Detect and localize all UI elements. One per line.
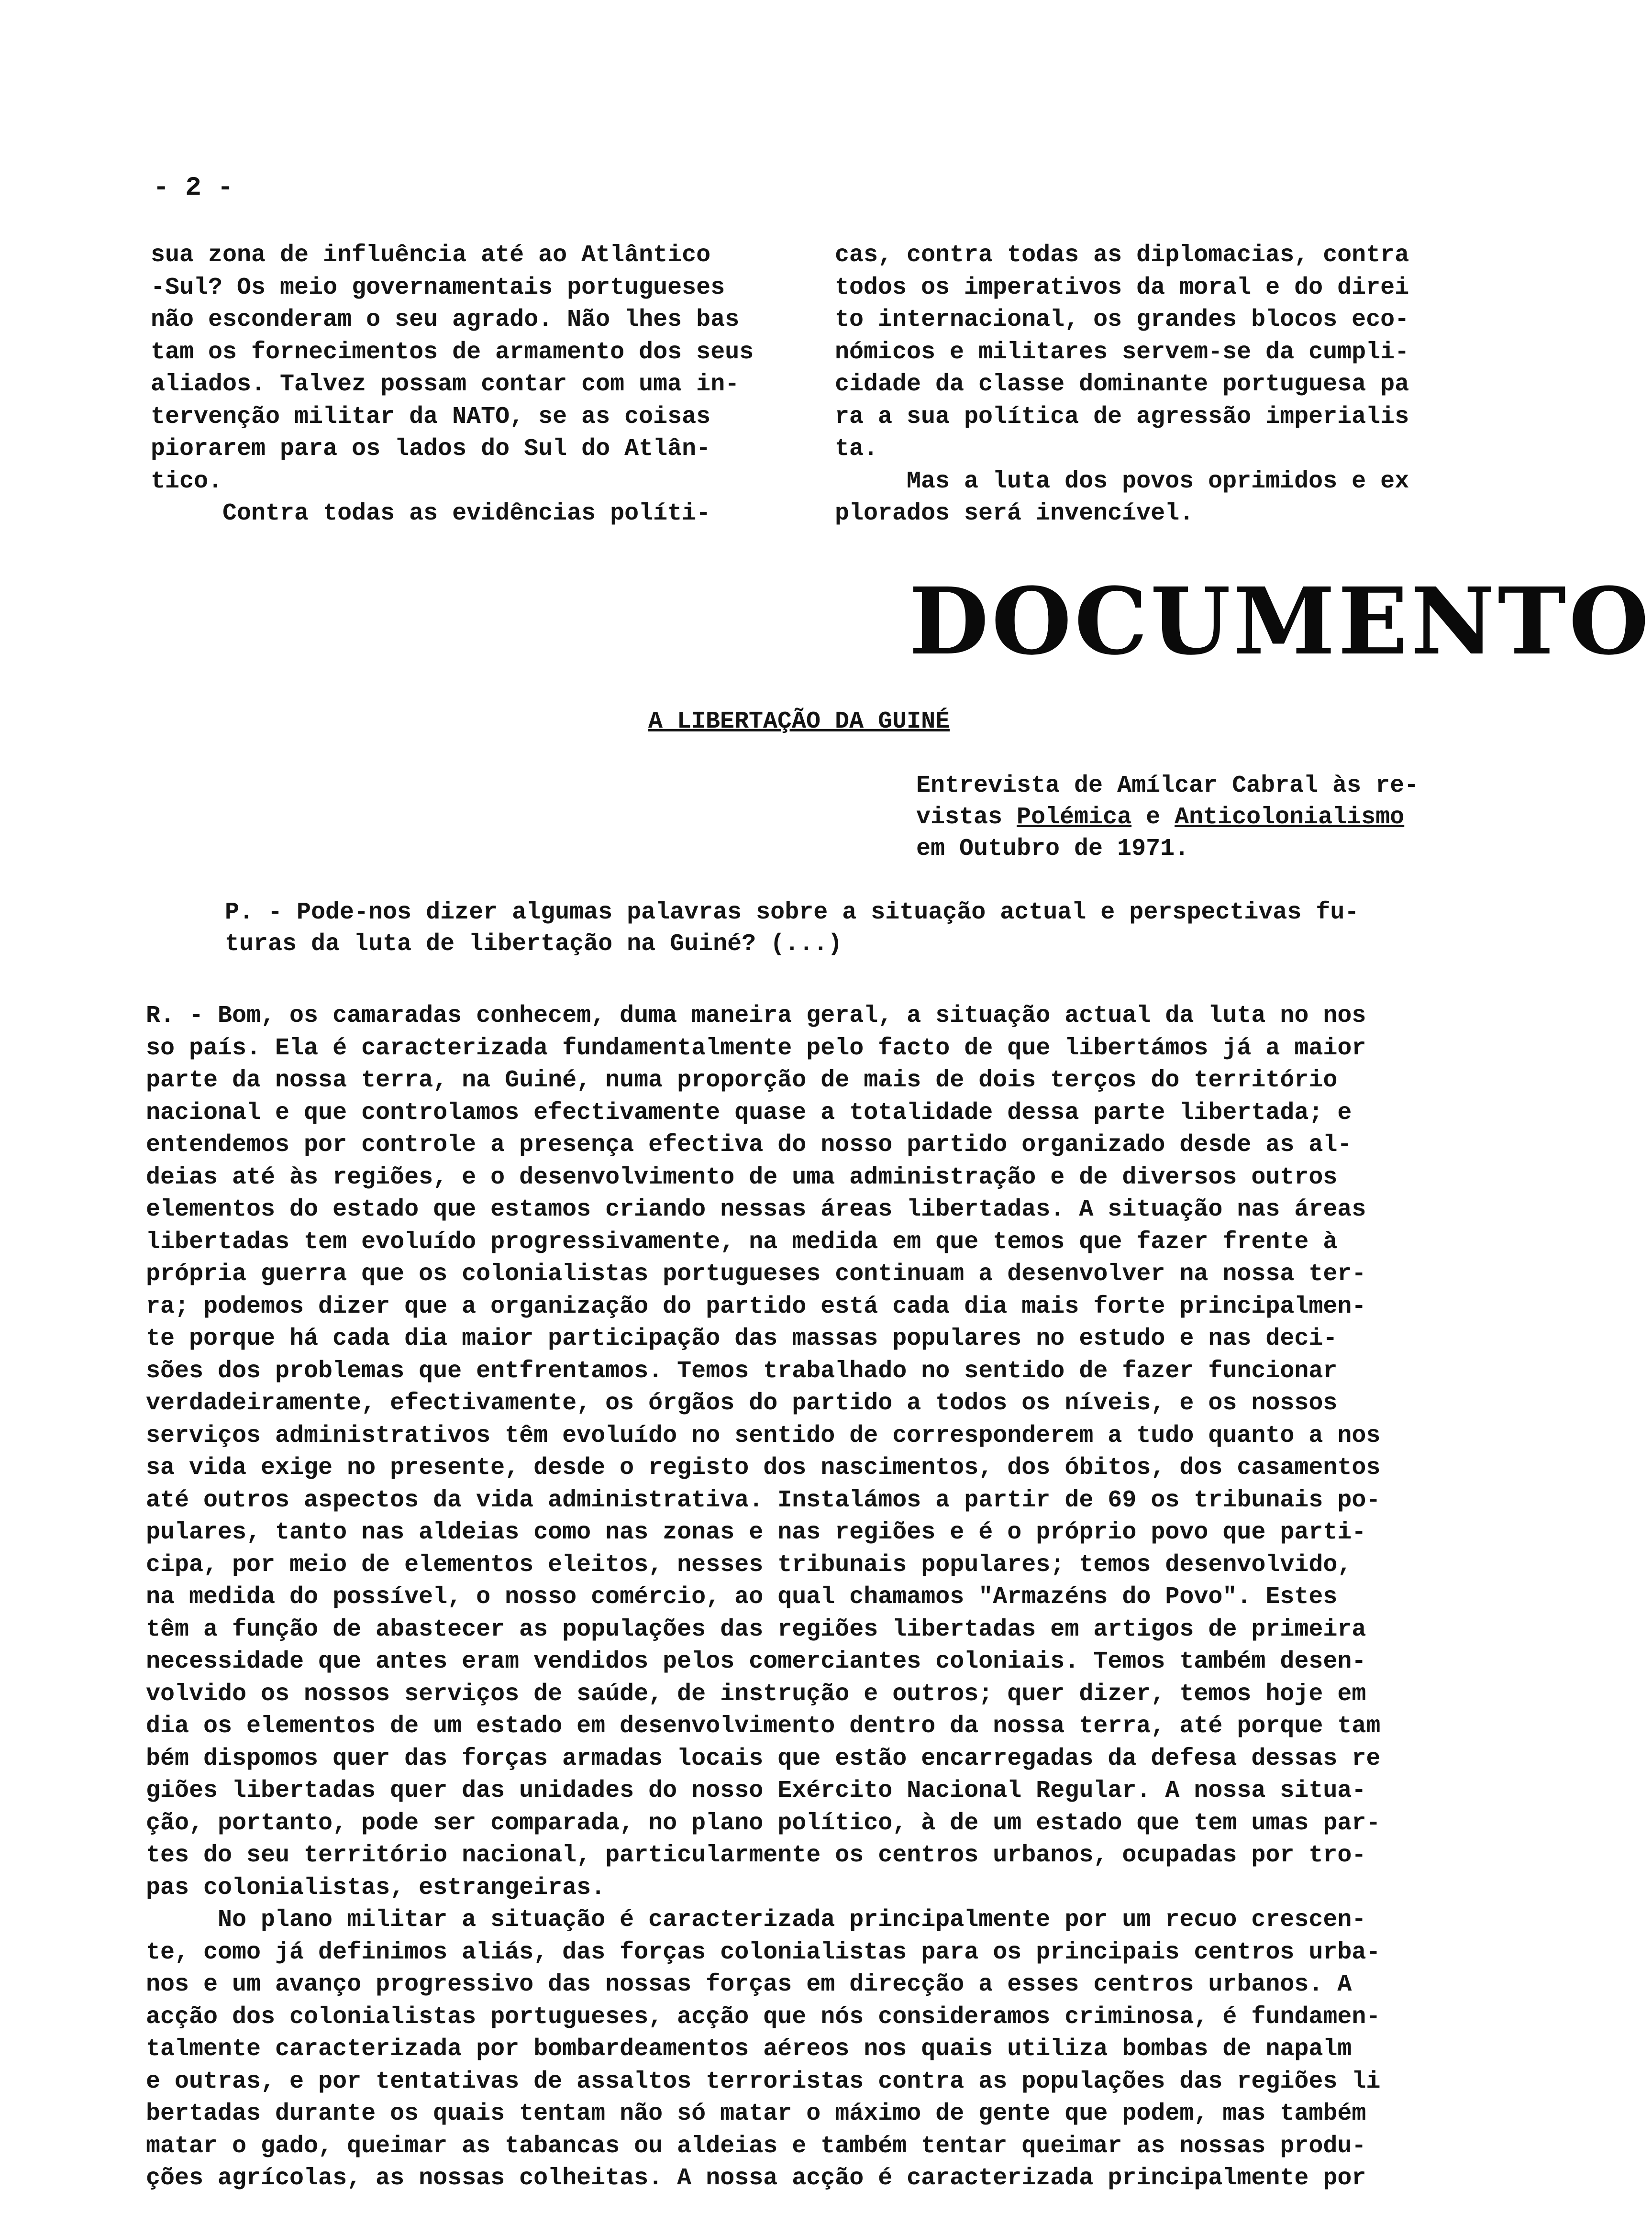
left-column [151,239,820,530]
right-column-line: ra a sua política de agressão imperialis [835,403,1409,431]
answer-line: necessidade que antes eram vendidos pelos comerciantes coloniais. Temos também desen- [146,1648,1366,1675]
answer-line: volvido os nossos serviços de saúde, de instrução e outros; quer dizer, temos hoje em [146,1680,1366,1708]
answer-line: na medida do possível, o nosso comércio, ao qual chamamos "Armazéns do Povo". Estes [146,1583,1338,1611]
answer-line: R. - Bom, os camaradas conhecem, duma maneira geral, a situação actual da luta no nos [146,1002,1366,1029]
right-column-line: to internacional, os grandes blocos eco- [835,306,1409,333]
answer-line: entendemos por controle a presença efectiva do nosso partido organizado desde as al- [146,1131,1352,1159]
section-title: A LIBERTAÇÃO DA GUINÉ [648,708,950,735]
right-column-line: Mas a luta dos povos oprimidos e ex [835,467,1409,495]
left-column-line: tervenção militar da NATO, se as coisas [151,403,711,431]
page-number: - 2 - [153,172,234,203]
right-column-line: nómicos e militares servem-se da cumpli- [835,338,1409,366]
answer-line: matar o gado, queimar as tabancas ou aldeias e também tentar queimar as nossas produ- [146,2132,1366,2160]
answer-line: parte da nossa terra, na Guiné, numa proporção de mais de dois terços do território [146,1067,1338,1094]
answer-line: libertadas tem evoluído progressivamente, na medida em que temos que fazer frente à [146,1228,1338,1256]
answer-line: sa vida exige no presente, desde o registo dos nascimentos, dos óbitos, dos casamentos [146,1454,1381,1482]
left-column-line: Contra todas as evidências políti- [151,500,711,527]
answer-line: pulares, tanto nas aldeias como nas zonas e nas regiões e é o próprio povo que parti- [146,1519,1366,1546]
left-column-line: sua zona de influência até ao Atlântico [151,242,711,269]
answer-line: até outros aspectos da vida administrativa. Instalámos a partir de 69 os tribunais po- [146,1486,1381,1514]
answer-line: tes do seu território nacional, particularmente os centros urbanos, ocupadas por tro- [146,1842,1366,1869]
left-column-line: aliados. Talvez possam contar com uma in- [151,371,740,398]
byline-line [916,802,1419,833]
byline-text: vistas [916,804,1017,831]
answer-line: nacional e que controlamos efectivamente quase a totalidade dessa parte libertada; e [146,1099,1352,1127]
answer-line: te, como já definimos aliás, das forças colonialistas para os principais centros urba- [146,1938,1381,1966]
answer-line: No plano militar a situação é caracterizada principalmente por um recuo crescen- [146,1906,1366,1934]
magazine-title: Polémica [1017,804,1132,831]
answer-line: elementos do estado que estamos criando nessas áreas libertadas. A situação nas áreas [146,1196,1366,1223]
answer-line: te porque há cada dia maior participação das massas populares no estudo e nas deci- [146,1325,1338,1352]
right-column-line: ta. [835,435,878,463]
right-column-line: todos os imperativos da moral e do direi [835,274,1409,301]
byline-text: e [1131,804,1175,831]
right-column-line: cas, contra todas as diplomacias, contra [835,242,1409,269]
magazine-title: Anticolonialismo [1175,804,1405,831]
answer-line: giões libertadas quer das unidades do nosso Exército Nacional Regular. A nossa situa- [146,1777,1366,1804]
answer-line: ra; podemos dizer que a organização do partido está cada dia mais forte principalmen- [146,1293,1366,1320]
answer-line: sões dos problemas que entfrentamos. Temos trabalhado no sentido de fazer funcionar [146,1357,1338,1385]
answer-line: têm a função de abastecer as populações das regiões libertadas em artigos de primeira [146,1615,1366,1643]
answer-line: nos e um avanço progressivo das nossas forças em direcção a esses centros urbanos. A [146,1971,1352,1998]
headline: DOCUMENTO [909,568,1652,675]
answer-line: deias até às regiões, e o desenvolvimento de uma administração e de diversos outros [146,1163,1338,1191]
answer-line: verdadeiramente, efectivamente, os órgãos do partido a todos os níveis, e os nossos [146,1390,1338,1417]
right-column [835,239,1505,530]
answer-line: bém dispomos quer das forças armadas locais que estão encarregadas da defesa dessas re [146,1745,1381,1772]
byline-line: em Outubro de 1971. [916,835,1189,863]
right-column-line: plorados será invencível. [835,500,1194,527]
answer-line: bertadas durante os quais tentam não só matar o máximo de gente que podem, mas também [146,2100,1366,2127]
left-column-line: tam os fornecimentos de armamento dos seus [151,338,754,366]
interview-question [225,897,1359,960]
answer-line: ção, portanto, pode ser comparada, no plano político, à de um estado que tem umas par- [146,1809,1381,1837]
answer-line: cipa, por meio de elementos eleitos, nesses tribunais populares; temos desenvolvido, [146,1551,1352,1579]
answer-line: dia os elementos de um estado em desenvolvimento dentro da nossa terra, até porque tam [146,1713,1381,1740]
answer-line: pas colonialistas, estrangeiras. [146,1874,606,1902]
answer-line: serviços administrativos têm evoluído no sentido de corresponderem a tudo quanto a nos [146,1422,1381,1449]
answer-line: ções agrícolas, as nossas colheitas. A nossa acção é caracterizada principalmente por [146,2165,1366,2192]
left-column-line: não esconderam o seu agrado. Não lhes bas [151,306,740,333]
question-line: turas da luta de libertação na Guiné? (...) [225,930,843,958]
left-column-line: piorarem para os lados do Sul do Atlân- [151,435,711,463]
answer-line: e outras, e por tentativas de assaltos terroristas contra as populações das regiões li [146,2068,1381,2095]
answer-line: talmente caracterizada por bombardeamentos aéreos nos quais utiliza bombas de napalm [146,2036,1352,2063]
left-column-line: tico. [151,467,223,495]
question-line: P. - Pode-nos dizer algumas palavras sobre a situação actual e perspectivas fu- [225,899,1359,926]
right-column-line: cidade da classe dominante portuguesa pa [835,371,1409,398]
byline [916,770,1419,865]
answer-line: própria guerra que os colonialistas portugueses continuam a desenvolver na nossa ter- [146,1261,1366,1288]
answer-line: so país. Ela é caracterizada fundamentalmente pelo facto de que libertámos já a maior [146,1034,1366,1062]
interview-answer [146,1000,1533,2195]
left-column-line: -Sul? Os meio governamentais portugueses [151,274,725,301]
byline-line: Entrevista de Amílcar Cabral às re- [916,772,1419,799]
answer-line: acção dos colonialistas portugueses, acção que nós consideramos criminosa, é fundamen- [146,2003,1381,2031]
